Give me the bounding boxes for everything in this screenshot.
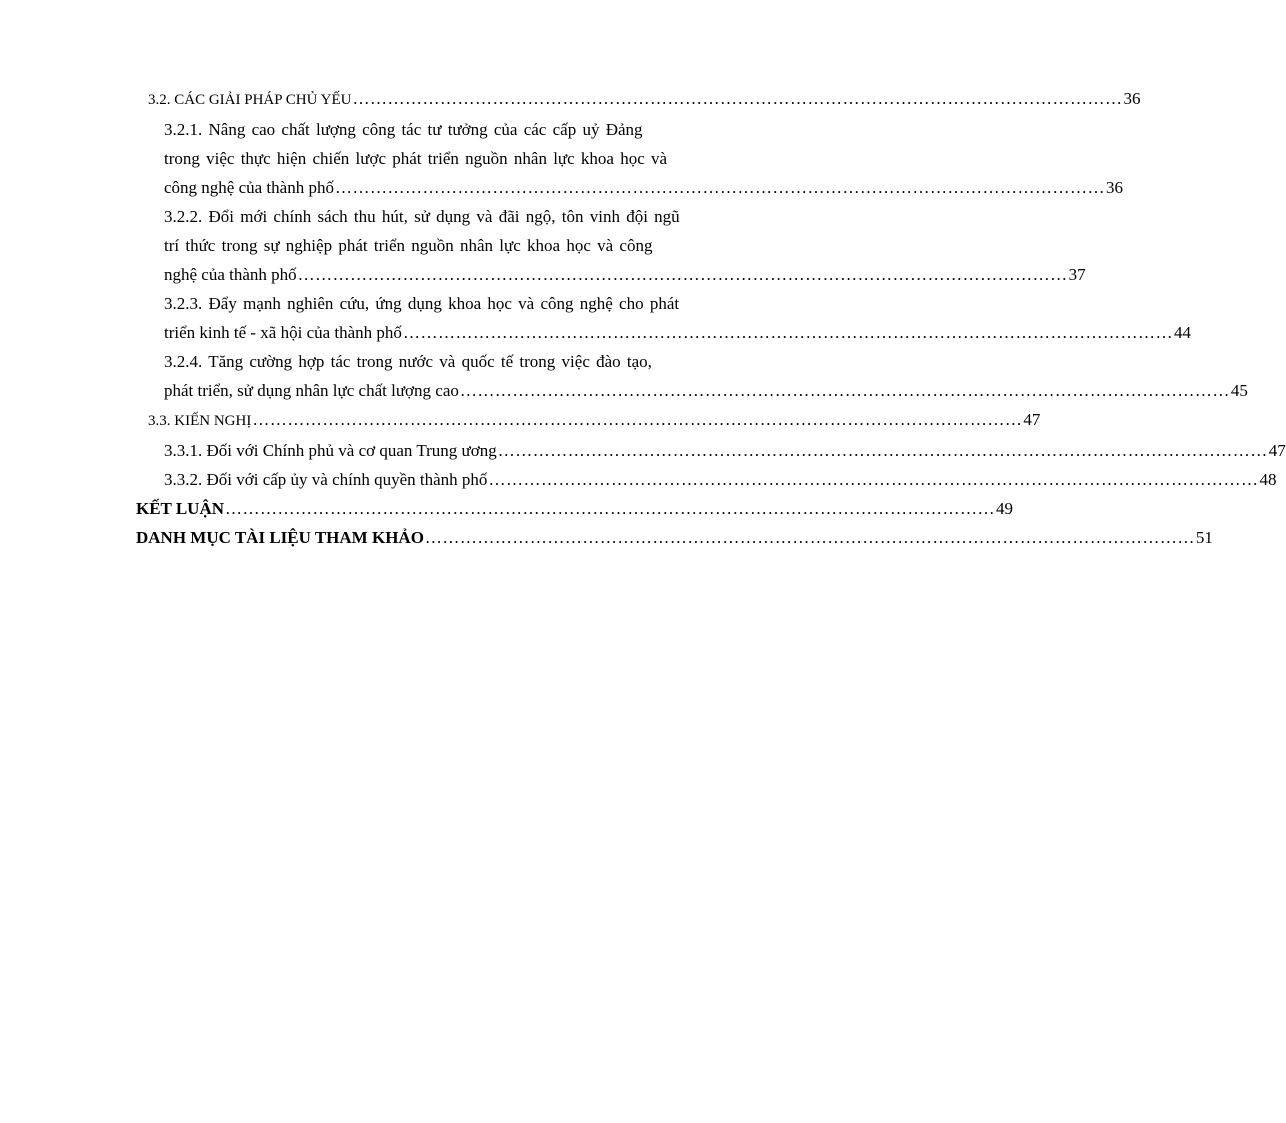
toc-entry-line: trí thức trong sự nghiệp phát triển nguồn nhân lực khoa học và công	[164, 236, 653, 255]
toc-page-number: 37	[1068, 265, 1086, 284]
toc-entry[interactable]	[136, 494, 1014, 523]
toc-leader: ……………………………………………………………………………………………………………………	[424, 528, 1195, 547]
toc-entry-line: trong việc thực hiện chiến lược phát triển nguồn nhân lực khoa học và	[164, 149, 668, 168]
toc-leader: ……………………………………………………………………………………………………………………	[352, 89, 1123, 108]
toc-page-number: 45	[1230, 381, 1248, 400]
toc-entry-title: phát triển, sử dụng nhân lực chất lượng cao	[164, 381, 459, 400]
toc-entry-line: 3.2.1. Nâng cao chất lượng công tác tư tưởng của các cấp uỷ Đảng	[164, 120, 643, 139]
toc-page-number: 47	[1268, 441, 1286, 460]
toc-entry[interactable]	[136, 523, 1213, 552]
toc-entry[interactable]	[136, 115, 1123, 202]
toc-entry-line: 3.2.4. Tăng cường hợp tác trong nước và quốc tế trong việc đào tạo,	[164, 352, 652, 371]
toc-leader: ……………………………………………………………………………………………………………………	[252, 410, 1023, 429]
toc-entry[interactable]	[136, 436, 1286, 465]
toc-page-number: 51	[1195, 528, 1213, 547]
toc-page-number: 44	[1173, 323, 1191, 342]
toc-leader: ……………………………………………………………………………………………………………………	[225, 499, 996, 518]
toc-leader: ……………………………………………………………………………………………………………………	[402, 323, 1173, 342]
table-of-contents	[136, 84, 1286, 552]
toc-entry-title: 3.2. CÁC GIẢI PHÁP CHỦ YẾU	[148, 92, 352, 108]
toc-page-number: 49	[996, 499, 1014, 518]
toc-leader: ……………………………………………………………………………………………………………………	[297, 265, 1068, 284]
toc-entry-title: công nghệ của thành phố	[164, 178, 334, 197]
toc-entry-title: 3.3. KIẾN NGHỊ	[148, 413, 252, 429]
toc-entry[interactable]	[136, 289, 1191, 347]
toc-entry-line: 3.2.3. Đẩy mạnh nghiên cứu, ứng dụng khoa học và công nghệ cho phát	[164, 294, 680, 313]
toc-page-number: 36	[1105, 178, 1123, 197]
toc-entry-title: 3.3.2. Đối với cấp ủy và chính quyền thành phố	[164, 470, 488, 489]
toc-entry[interactable]	[136, 347, 1248, 405]
toc-entry-title: triển kinh tế - xã hội của thành phố	[164, 323, 402, 342]
toc-entry-title: DANH MỤC TÀI LIỆU THAM KHẢO	[136, 528, 424, 547]
toc-entry-line: 3.2.2. Đổi mới chính sách thu hút, sử dụng và đãi ngộ, tôn vinh đội ngũ	[164, 207, 680, 226]
toc-leader: ……………………………………………………………………………………………………………………	[488, 470, 1259, 489]
toc-page-number: 36	[1123, 89, 1141, 108]
toc-leader: ……………………………………………………………………………………………………………………	[334, 178, 1105, 197]
toc-entry-title: 3.3.1. Đối với Chính phủ và cơ quan Trung ương	[164, 441, 497, 460]
toc-entry-title: KẾT LUẬN	[136, 499, 225, 518]
toc-entry[interactable]	[136, 202, 1086, 289]
toc-leader: ……………………………………………………………………………………………………………………	[459, 381, 1230, 400]
toc-entry-title: nghệ của thành phố	[164, 265, 297, 284]
toc-entry[interactable]	[136, 465, 1277, 494]
toc-page-number: 48	[1259, 470, 1277, 489]
toc-page-number: 47	[1023, 410, 1041, 429]
toc-entry[interactable]	[136, 84, 1141, 115]
toc-leader: ……………………………………………………………………………………………………………………	[497, 441, 1268, 460]
toc-entry[interactable]	[136, 405, 1041, 436]
